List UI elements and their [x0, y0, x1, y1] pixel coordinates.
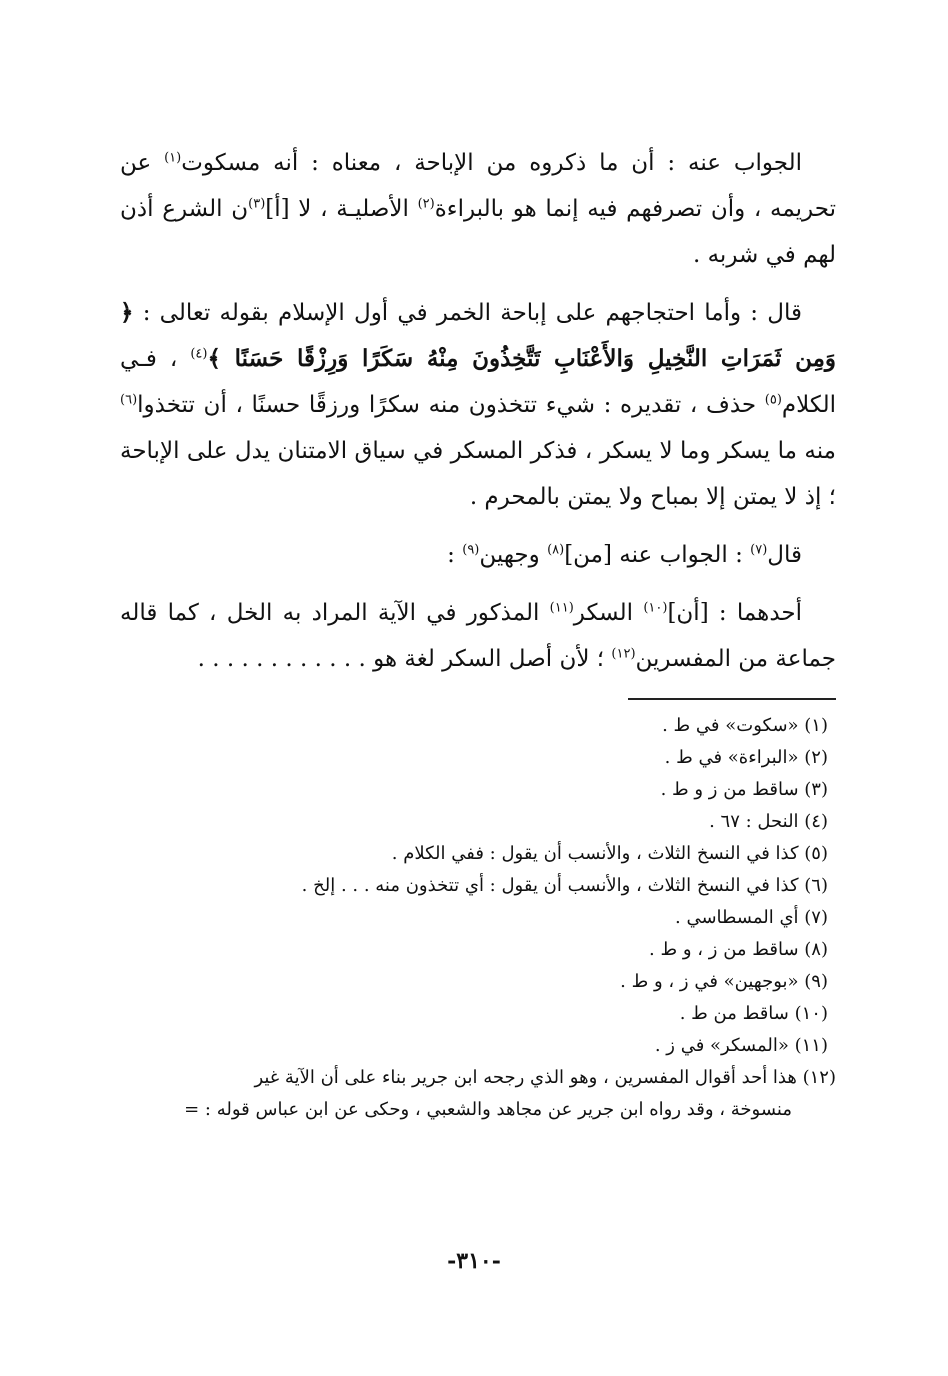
footnote-ref-2[interactable]: (٢)	[417, 196, 435, 212]
footnote-4: (٤) النحل : ٦٧ .	[709, 811, 828, 832]
footnote-12-first-line: (١٢) هذا أحد أقوال المفسرين ، وهو الذي رجحه ابن جرير بناء على أن الآية غير	[254, 1067, 836, 1088]
footnote-ref-5[interactable]: (٥)	[764, 392, 782, 408]
text-run: المذكور في الآية المراد به الخل ، كما قاله جماعة من المفسرين	[120, 600, 836, 672]
footnote-1: (١) «سكوت» في ط .	[662, 715, 828, 736]
page-number: -٣١٠-	[447, 1248, 501, 1274]
footnote-12	[120, 1062, 836, 1126]
footnote-10: (١٠) ساقط من ط .	[679, 1003, 828, 1024]
text-run: ، فـي الكلام	[120, 346, 836, 418]
text-run: ؛ لأن أصل السكر لغة هو . . . . . . . . . . . .	[197, 646, 612, 672]
footnote-6: (٦) كذا في النسخ الثلاث ، والأنسب أن يقول : أي تتخذون منه . . . إلخ .	[301, 875, 828, 896]
text-run: حذف ، تقديره : شيء تتخذون منه سكرًا ورزقًا حسنًا ، أن تتخذوا	[137, 392, 765, 418]
footnote-5: (٥) كذا في النسخ الثلاث ، والأنسب أن يقول : ففي الكلام .	[391, 843, 828, 864]
text-run: ن الشرع أذن لهم في شربه .	[120, 196, 836, 268]
text-run: :	[447, 542, 463, 568]
footnote-ref-3[interactable]: (٣)	[248, 196, 266, 212]
paragraph-4	[120, 590, 836, 682]
footnotes	[120, 710, 836, 1126]
footnote-ref-10[interactable]: (١٠)	[643, 600, 668, 616]
page-body	[120, 140, 836, 1126]
text-run: السكر	[573, 600, 644, 626]
text-run: قال : وأما احتجاجهم على إباحة الخمر في أول الإسلام بقوله تعالى :	[133, 300, 802, 326]
footnote-8: (٨) ساقط من ز ، و ط .	[649, 939, 828, 960]
quran-verse: ﴿ وَمِن ثَمَرَاتِ النَّخِيلِ وَالأَعْنَابِ تَتَّخِذُونَ مِنْهُ سَكَرًا وَرِزْقًا حَسَنًا ﴾	[120, 299, 836, 372]
text-run: أحدهما : [أن]	[667, 600, 802, 626]
paragraph-1	[120, 140, 836, 278]
footnote-divider	[628, 698, 836, 700]
text-run: وجهين	[479, 542, 548, 568]
main-text	[120, 140, 836, 682]
text-run: الجواب عنه : أن ما ذكروه من الإباحة ، معناه : أنه مسكوت	[181, 150, 802, 176]
footnote-ref-4[interactable]: (٤)	[190, 346, 208, 362]
footnote-2: (٢) «البراءة» في ط .	[664, 747, 828, 768]
footnote-ref-7[interactable]: (٧)	[750, 542, 768, 558]
footnote-ref-6[interactable]: (٦)	[120, 392, 138, 408]
text-run: الأصليـة ، لا [أ]	[265, 196, 418, 222]
footnote-ref-9[interactable]: (٩)	[462, 542, 480, 558]
text-run: منه ما يسكر وما لا يسكر ، فذكر المسكر في سياق الامتنان يدل على الإباحة ؛ إذ لا يمتن إلا بمباح ولا يمتن بالمحرم .	[120, 438, 836, 510]
footnote-ref-8[interactable]: (٨)	[547, 542, 565, 558]
footnote-3: (٣) ساقط من ز و ط .	[660, 779, 828, 800]
footnote-11: (١١) «المسكر» في ز .	[654, 1035, 828, 1056]
text-run: عن تحريمه ، وأن تصرفهم فيه إنما هو بالبراءة	[120, 150, 836, 222]
paragraph-3	[120, 532, 836, 578]
footnote-ref-1[interactable]: (١)	[164, 150, 182, 166]
paragraph-2	[120, 290, 836, 520]
text-run: : الجواب عنه [من]	[564, 542, 751, 568]
text-run: قال	[767, 542, 802, 568]
footnote-12-continuation: منسوخة ، وقد رواه ابن جرير عن مجاهد والشعبي ، وحكى عن ابن عباس قوله : =	[184, 1099, 792, 1120]
footnote-ref-11[interactable]: (١١)	[549, 600, 574, 616]
footnote-9: (٩) «بوجهين» في ز ، و ط .	[620, 971, 828, 992]
footnote-ref-12[interactable]: (١٢)	[611, 646, 636, 662]
footnote-7: (٧) أي المسطاسي .	[675, 907, 828, 928]
